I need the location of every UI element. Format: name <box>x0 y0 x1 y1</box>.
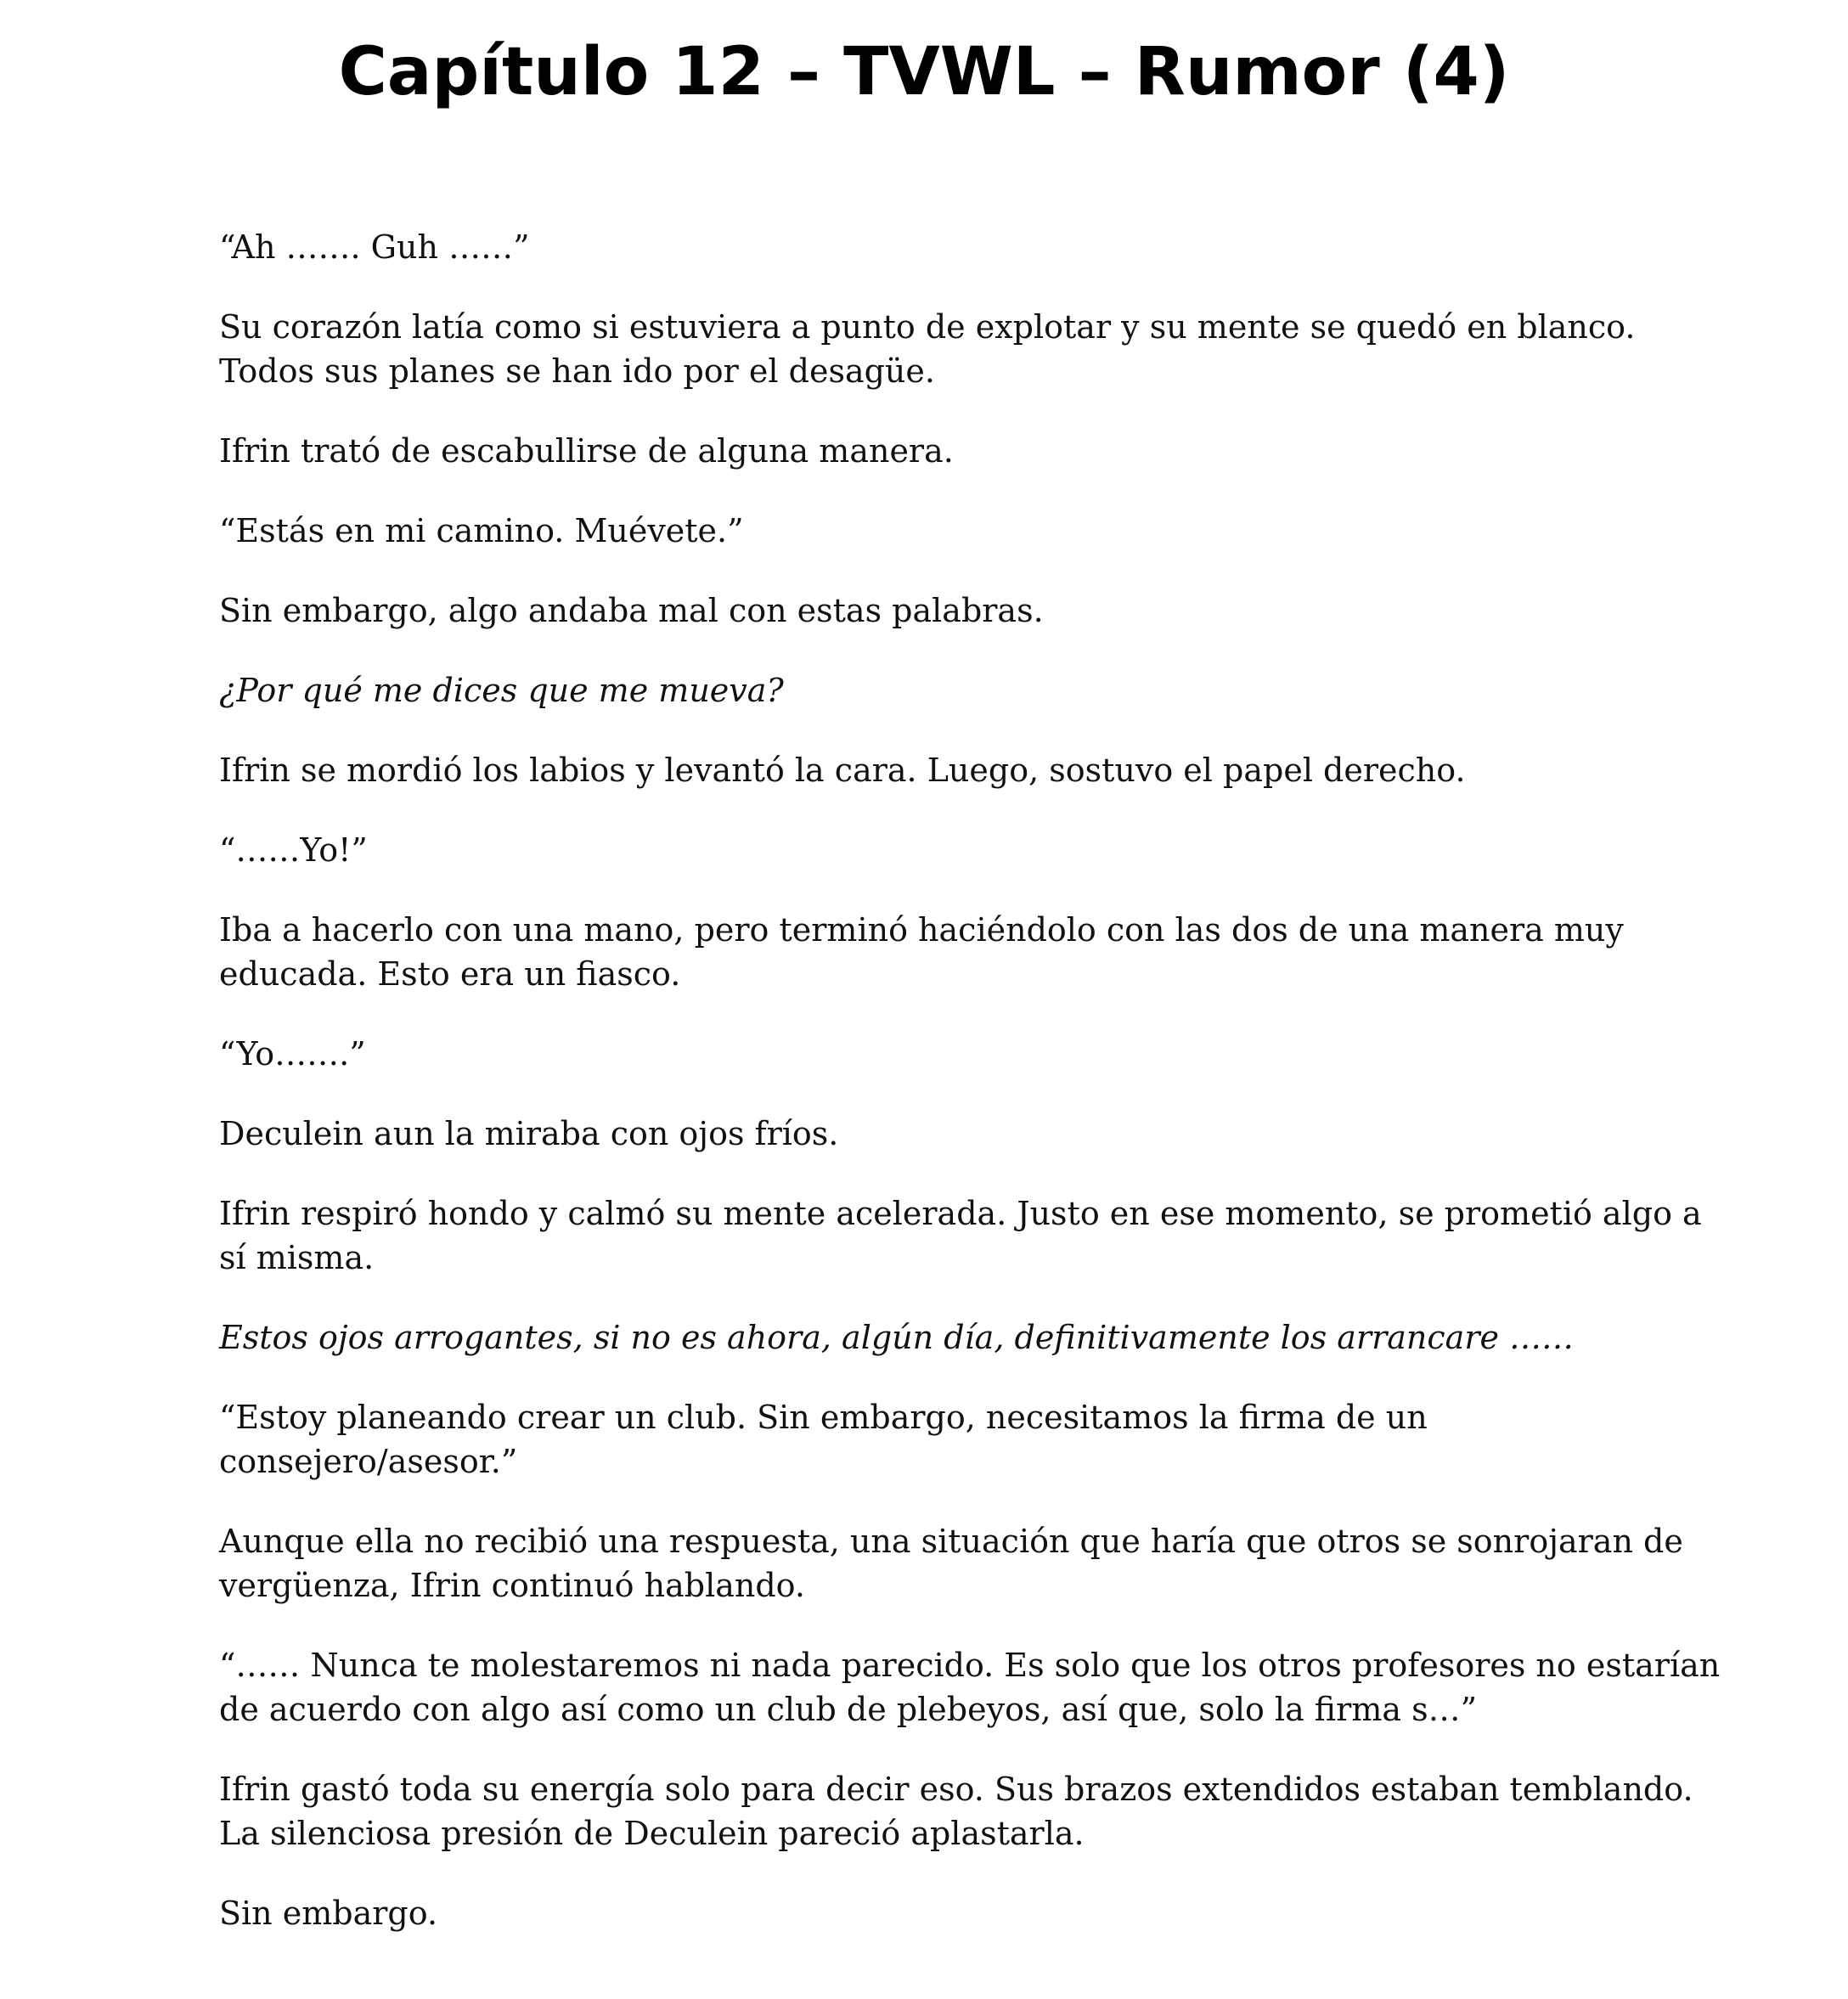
paragraph-line: consejero/asesor.” <box>219 1443 518 1480</box>
chapter-title: Capítulo 12 – TVWL – Rumor (4) <box>338 34 1510 110</box>
paragraph <box>219 1519 1683 1608</box>
paragraph-line: “Ah ……. Guh ……” <box>219 228 530 266</box>
paragraph-line: Ifrin respiró hondo y calmó su mente acelerada. Justo en ese momento, se prometió algo a <box>219 1195 1702 1232</box>
paragraph <box>219 225 1646 269</box>
paragraph-line: Sin embargo, algo andaba mal con estas palabras. <box>219 592 1044 629</box>
paragraph-line: Iba a hacerlo con una mano, pero terminó haciéndolo con las dos de una manera muy <box>219 911 1624 949</box>
paragraph <box>219 1315 1646 1360</box>
paragraph <box>219 509 1646 553</box>
paragraph-line: “Estás en mi camino. Muévete.” <box>219 512 744 549</box>
chapter-body <box>219 225 1721 1971</box>
paragraph <box>219 1112 1646 1156</box>
paragraph-line: “Estoy planeando crear un club. Sin embargo, necesitamos la firma de un <box>219 1399 1428 1436</box>
paragraph <box>219 1032 1646 1076</box>
paragraph <box>219 588 1646 633</box>
paragraph <box>219 668 1646 712</box>
paragraph-line: Su corazón latía como si estuviera a punto de explotar y su mente se quedó en blanco. <box>219 308 1636 346</box>
paragraph-line: Ifrin se mordió los labios y levantó la cara. Luego, sostuvo el papel derecho. <box>219 752 1466 789</box>
paragraph-line: “Yo…….” <box>219 1035 366 1073</box>
paragraph-line: “…… Nunca te molestaremos ni nada parecido. Es solo que los otros profesores no estarían <box>219 1647 1721 1684</box>
paragraph-line: de acuerdo con algo así como un club de plebeyos, así que, solo la firma s…” <box>219 1691 1478 1728</box>
paragraph-line: ¿Por qué me dices que me mueva? <box>219 672 784 709</box>
paragraph <box>219 1643 1721 1732</box>
paragraph <box>219 1191 1702 1280</box>
paragraph-line: vergüenza, Ifrin continuó hablando. <box>219 1567 805 1604</box>
paragraph-line: Deculein aun la miraba con ojos fríos. <box>219 1115 839 1152</box>
paragraph-line: educada. Esto era un fiasco. <box>219 955 681 993</box>
paragraph-line: Todos sus planes se han ido por el desagüe. <box>219 352 935 390</box>
paragraph <box>219 429 1646 473</box>
paragraph-line: La silenciosa presión de Deculein pareció aplastarla. <box>219 1815 1085 1852</box>
paragraph <box>219 828 1646 872</box>
paragraph-line: Sin embargo. <box>219 1895 438 1932</box>
paragraph-line: Aunque ella no recibió una respuesta, una situación que haría que otros se sonrojaran de <box>219 1523 1683 1560</box>
paragraph <box>219 1767 1693 1855</box>
paragraph-line: “……Yo!” <box>219 831 368 869</box>
paragraph <box>219 748 1646 792</box>
paragraph-line: Ifrin trató de escabullirse de alguna manera. <box>219 432 954 470</box>
paragraph-line: Estos ojos arrogantes, si no es ahora, algún día, definitivamente los arrancare …… <box>219 1319 1575 1356</box>
paragraph <box>219 1395 1646 1484</box>
paragraph-line: sí misma. <box>219 1239 375 1276</box>
paragraph <box>219 908 1646 996</box>
paragraph <box>219 1891 1646 1935</box>
paragraph <box>219 305 1646 393</box>
paragraph-line: Ifrin gastó toda su energía solo para decir eso. Sus brazos extendidos estaban temblando. <box>219 1771 1693 1808</box>
